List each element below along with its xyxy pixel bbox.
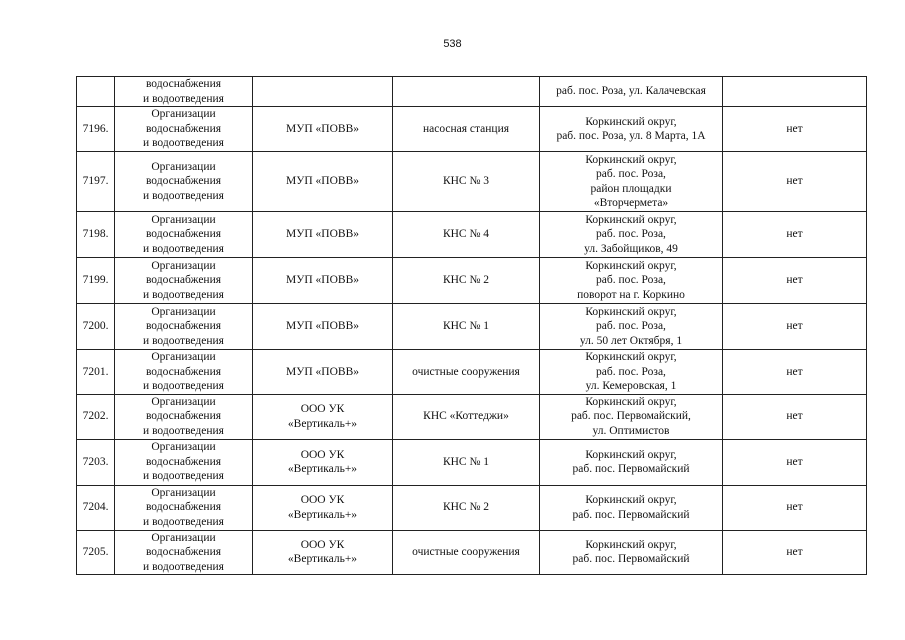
organization-cell bbox=[253, 394, 393, 439]
status-cell: нет bbox=[723, 394, 867, 439]
table-row bbox=[77, 107, 867, 152]
category-cell-line: Организации bbox=[151, 259, 216, 272]
object-cell bbox=[393, 77, 540, 107]
organization-cell bbox=[253, 77, 393, 107]
address-cell-line: раб. пос. Роза, bbox=[596, 274, 666, 287]
row-number: 7204. bbox=[77, 485, 115, 530]
organization-cell bbox=[253, 212, 393, 258]
table-row bbox=[77, 530, 867, 575]
status-cell: нет bbox=[723, 439, 867, 485]
category-cell bbox=[115, 485, 253, 530]
organization-cell bbox=[253, 304, 393, 350]
address-cell bbox=[540, 212, 723, 258]
category-cell bbox=[115, 212, 253, 258]
table-row bbox=[77, 212, 867, 258]
category-cell-line: и водоотведения bbox=[143, 92, 224, 105]
category-cell-line: водоснабжения bbox=[145, 175, 222, 188]
address-cell bbox=[540, 304, 723, 350]
status-cell: нет bbox=[723, 212, 867, 258]
address-cell-line: район площадки bbox=[590, 182, 672, 195]
object-cell-line: КНС № 1 bbox=[442, 455, 490, 468]
category-cell-line: и водоотведения bbox=[143, 137, 224, 150]
organization-cell-line: МУП «ПОВВ» bbox=[286, 122, 359, 135]
status-cell: нет bbox=[723, 258, 867, 304]
address-cell-line: поворот на г. Коркино bbox=[577, 288, 685, 301]
object-cell-line: очистные сооружения bbox=[412, 365, 520, 378]
address-cell-line: раб. пос. Первомайский bbox=[572, 553, 690, 566]
address-cell-line: Коркинский округ, bbox=[585, 153, 677, 166]
page-number: 538 bbox=[443, 38, 462, 50]
row-number: 7201. bbox=[77, 350, 115, 395]
category-cell bbox=[115, 77, 253, 107]
category-cell-line: водоснабжения bbox=[145, 228, 222, 241]
address-cell bbox=[540, 152, 723, 212]
address-cell bbox=[540, 530, 723, 575]
address-cell-line: Коркинский округ, bbox=[585, 448, 677, 461]
address-cell-line: Коркинский округ, bbox=[585, 213, 677, 226]
address-cell-line: Коркинский округ, bbox=[585, 494, 677, 506]
address-cell bbox=[540, 107, 723, 152]
status-cell: нет bbox=[723, 304, 867, 350]
status-cell: нет bbox=[723, 485, 867, 530]
category-cell bbox=[115, 350, 253, 395]
category-cell bbox=[115, 304, 253, 350]
address-cell-line: раб. пос. Роза, bbox=[596, 168, 666, 180]
category-cell-line: водоснабжения bbox=[145, 122, 222, 135]
table-row bbox=[77, 304, 867, 350]
organization-cell-line: «Вертикаль+» bbox=[287, 463, 358, 475]
organization-cell-line: ООО УК bbox=[300, 403, 345, 415]
organization-cell-line: МУП «ПОВВ» bbox=[286, 175, 359, 188]
address-cell bbox=[540, 258, 723, 304]
category-cell-line: и водоотведения bbox=[143, 334, 224, 347]
organization-cell-line: ООО УК bbox=[300, 538, 345, 551]
address-cell-line: Коркинский округ, bbox=[585, 395, 677, 408]
status-cell: нет bbox=[723, 350, 867, 395]
table-row bbox=[77, 258, 867, 304]
category-cell-line: Организации bbox=[151, 441, 216, 454]
address-cell-line: Коркинский округ, bbox=[585, 305, 677, 318]
status-cell: нет bbox=[723, 152, 867, 212]
object-cell-line: очистные сооружения bbox=[412, 546, 520, 558]
organization-cell-line: «Вертикаль+» bbox=[287, 417, 358, 430]
table-row bbox=[77, 485, 867, 530]
table-row bbox=[77, 77, 867, 107]
table-row bbox=[77, 152, 867, 212]
category-cell-line: Организации bbox=[151, 351, 216, 363]
category-cell-line: Организации bbox=[151, 160, 216, 173]
address-cell-line: раб. пос. Роза, bbox=[596, 365, 666, 378]
row-number bbox=[77, 77, 115, 107]
address-cell-line: раб. пос. Роза, bbox=[596, 228, 666, 241]
address-cell-line: Коркинский округ, bbox=[585, 538, 677, 551]
organization-cell bbox=[253, 485, 393, 530]
organization-cell bbox=[253, 152, 393, 212]
table-row bbox=[77, 394, 867, 439]
row-number: 7197. bbox=[77, 152, 115, 212]
category-cell-line: Организации bbox=[151, 213, 216, 226]
object-cell bbox=[393, 530, 540, 575]
organization-cell bbox=[253, 107, 393, 152]
address-cell-line: раб. пос. Первомайский bbox=[572, 508, 690, 521]
object-cell-line: КНС № 4 bbox=[442, 228, 490, 241]
category-cell-line: и водоотведения bbox=[143, 242, 224, 255]
registry-table-body bbox=[77, 77, 867, 575]
category-cell-line: и водоотведения bbox=[143, 380, 224, 392]
address-cell-line: раб. пос. Роза, ул. 8 Марта, 1А bbox=[556, 130, 706, 142]
table-row bbox=[77, 350, 867, 395]
category-cell-line: водоснабжения bbox=[145, 455, 222, 468]
status-cell: нет bbox=[723, 107, 867, 152]
category-cell-line: водоснабжения bbox=[145, 320, 222, 333]
status-cell bbox=[723, 77, 867, 107]
category-cell-line: Организации bbox=[151, 305, 216, 318]
organization-cell-line: МУП «ПОВВ» bbox=[286, 320, 359, 333]
category-cell-line: водоснабжения bbox=[145, 365, 222, 378]
address-cell bbox=[540, 439, 723, 485]
category-cell-line: водоснабжения bbox=[145, 410, 222, 423]
address-cell-line: ул. Кемеровская, 1 bbox=[585, 380, 677, 392]
category-cell-line: Организации bbox=[151, 486, 216, 499]
address-cell-line: раб. пос. Роза, ул. Калачевская bbox=[556, 85, 706, 98]
category-cell-line: и водоотведения bbox=[143, 288, 224, 301]
address-cell-line: Коркинский округ, bbox=[585, 115, 677, 128]
category-cell-line: водоснабжения bbox=[145, 78, 222, 90]
address-cell-line: Коркинский округ, bbox=[585, 351, 677, 363]
category-cell-line: водоснабжения bbox=[145, 274, 222, 287]
address-cell-line: «Вторчермета» bbox=[593, 197, 669, 209]
category-cell bbox=[115, 439, 253, 485]
object-cell bbox=[393, 350, 540, 395]
row-number: 7200. bbox=[77, 304, 115, 350]
object-cell bbox=[393, 152, 540, 212]
address-cell bbox=[540, 394, 723, 439]
organization-cell bbox=[253, 350, 393, 395]
organization-cell-line: МУП «ПОВВ» bbox=[286, 274, 359, 287]
category-cell bbox=[115, 152, 253, 212]
organization-cell-line: МУП «ПОВВ» bbox=[286, 228, 359, 241]
status-cell: нет bbox=[723, 530, 867, 575]
address-cell-line: ул. Оптимистов bbox=[592, 424, 670, 437]
address-cell-line: раб. пос. Первомайский, bbox=[571, 410, 691, 423]
row-number: 7203. bbox=[77, 439, 115, 485]
category-cell-line: водоснабжения bbox=[145, 501, 222, 514]
organization-cell bbox=[253, 258, 393, 304]
category-cell-line: и водоотведения bbox=[143, 470, 224, 483]
organization-cell-line: «Вертикаль+» bbox=[287, 553, 358, 566]
object-cell-line: насосная станция bbox=[422, 122, 510, 135]
object-cell bbox=[393, 394, 540, 439]
address-cell bbox=[540, 77, 723, 107]
organization-cell-line: «Вертикаль+» bbox=[287, 508, 358, 521]
address-cell-line: Коркинский округ, bbox=[585, 259, 677, 272]
category-cell-line: и водоотведения bbox=[143, 560, 224, 573]
object-cell bbox=[393, 258, 540, 304]
object-cell bbox=[393, 485, 540, 530]
organization-cell-line: ООО УК bbox=[300, 494, 345, 506]
row-number: 7199. bbox=[77, 258, 115, 304]
row-number: 7196. bbox=[77, 107, 115, 152]
object-cell-line: КНС № 3 bbox=[442, 175, 490, 188]
registry-table bbox=[76, 76, 867, 575]
row-number: 7202. bbox=[77, 394, 115, 439]
object-cell-line: КНС «Коттеджи» bbox=[423, 410, 509, 423]
object-cell bbox=[393, 304, 540, 350]
address-cell-line: ул. 50 лет Октября, 1 bbox=[579, 334, 683, 347]
address-cell-line: раб. пос. Роза, bbox=[596, 320, 666, 333]
category-cell-line: Организации bbox=[151, 395, 216, 408]
address-cell-line: раб. пос. Первомайский bbox=[572, 463, 690, 475]
object-cell-line: КНС № 2 bbox=[442, 274, 490, 287]
object-cell-line: КНС № 2 bbox=[442, 501, 490, 514]
table-row bbox=[77, 439, 867, 485]
category-cell-line: и водоотведения bbox=[143, 424, 224, 437]
organization-cell bbox=[253, 439, 393, 485]
object-cell bbox=[393, 212, 540, 258]
category-cell-line: Организации bbox=[151, 531, 216, 544]
object-cell bbox=[393, 439, 540, 485]
address-cell-line: ул. Забойщиков, 49 bbox=[584, 242, 678, 255]
organization-cell-line: МУП «ПОВВ» bbox=[286, 365, 359, 378]
address-cell bbox=[540, 350, 723, 395]
category-cell-line: Организации bbox=[151, 108, 216, 121]
category-cell bbox=[115, 530, 253, 575]
category-cell bbox=[115, 394, 253, 439]
organization-cell-line: ООО УК bbox=[300, 448, 345, 461]
row-number: 7198. bbox=[77, 212, 115, 258]
address-cell bbox=[540, 485, 723, 530]
organization-cell bbox=[253, 530, 393, 575]
category-cell-line: водоснабжения bbox=[145, 546, 222, 558]
object-cell-line: КНС № 1 bbox=[442, 320, 490, 333]
row-number: 7205. bbox=[77, 530, 115, 575]
category-cell bbox=[115, 107, 253, 152]
category-cell-line: и водоотведения bbox=[143, 515, 224, 528]
category-cell-line: и водоотведения bbox=[143, 189, 224, 202]
category-cell bbox=[115, 258, 253, 304]
object-cell bbox=[393, 107, 540, 152]
